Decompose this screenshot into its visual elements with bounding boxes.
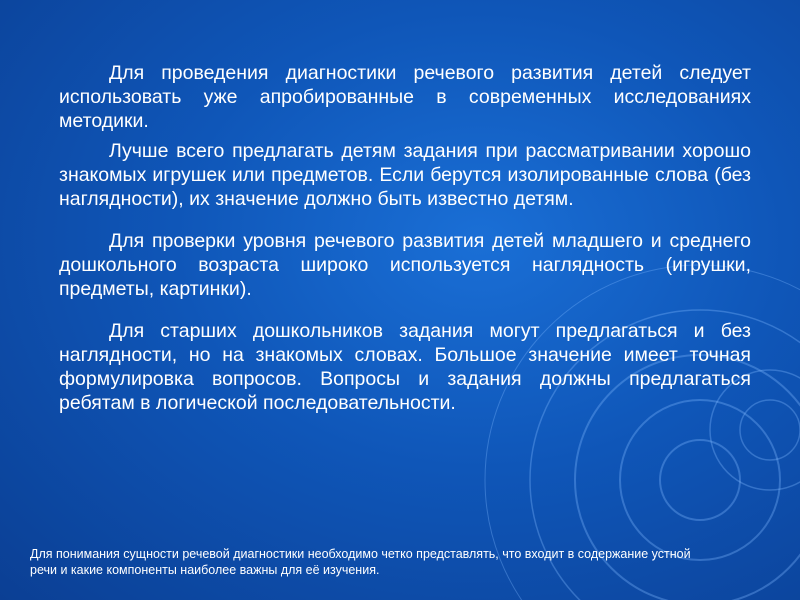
paragraph-3: Для проверки уровня речевого развития детей младшего и среднего дошкольного возраста широко используется наглядность (игрушки, предметы, картинки). [59,230,751,300]
footer-note: Для понимания сущности речевой диагностики необходимо четко представлять, что входит в содержание устной речи и какие компоненты наиболее важны для её изучения. [30,547,691,577]
paragraph-1: Для проведения диагностики речевого развития детей следует использовать уже апробированные в современных исследованиях методики. [59,62,751,132]
paragraph-2: Лучше всего предлагать детям задания при рассматривании хорошо знакомых игрушек или предметов. Если берутся изолированные слова (без наглядности), их значение должно быть известно детям. [59,140,751,210]
paragraph-4: Для старших дошкольников задания могут предлагаться и без наглядности, но на знакомых словах. Большое значение имеет точная формулировка вопросов. Вопросы и задания должны предлагаться ребятам в логической последовательности. [59,320,751,414]
slide-body [59,61,751,415]
